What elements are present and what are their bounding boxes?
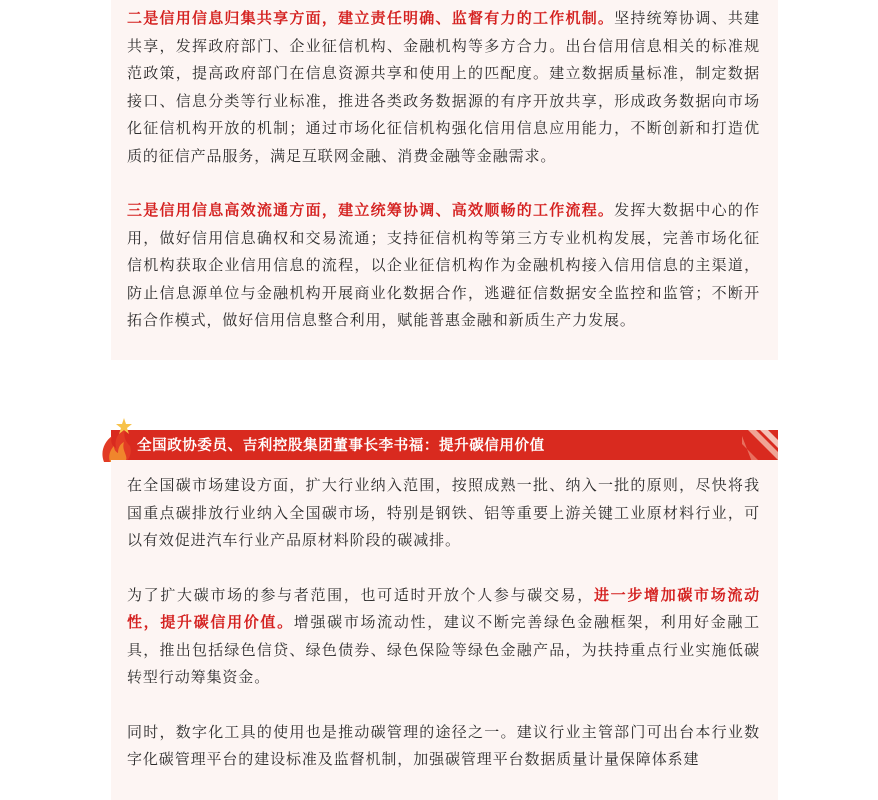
article-card-top <box>111 0 778 360</box>
banner-title: 全国政协委员、吉利控股集团董事长李书福：提升碳信用价值 <box>137 438 545 454</box>
article-card-bottom <box>111 460 778 800</box>
paragraph <box>127 582 760 692</box>
paragraph: 在全国碳市场建设方面，扩大行业纳入范围，按照成熟一批、纳入一批的原则，尽快将我国重点碳排放行业纳入全国碳市场，特别是钢铁、铝等重要上游关键工业原材料行业，可以有效促进汽车行业产品原材料阶段的碳减排。 <box>127 476 760 549</box>
paragraph <box>127 197 760 335</box>
highlight-text: 二是信用信息归集共享方面，建立责任明确、监督有力的工作机制。 <box>127 9 615 27</box>
body-text: 为了扩大碳市场的参与者范围，也可适时开放个人参与碳交易， <box>127 585 594 604</box>
corner-stripes-icon <box>742 430 778 462</box>
body-text: 发挥大数据中心的作用，做好信用信息确权和交易流通；支持征信机构等第三方专业机构发展，完善市场化征信机构获取企业信用信息的流程，以企业征信机构作为金融机构接入信用信息的主渠道，防止信息源单位与金融机构开展商业化数据合作，逃避征信数据安全监控和监管；不断开拓合作模式，做好信用信息整合利用，赋能普惠金融和新质生产力发展。 <box>127 201 760 329</box>
body-text: 增强碳市场流动性，建议不断完善绿色金融框架，利用好金融工具，推出包括绿色信贷、绿色债券、绿色保险等绿色金融产品，为扶持重点行业实施低碳转型行动筹集资金。 <box>127 613 760 686</box>
highlight-text: 三是信用信息高效流通方面，建立统筹协调、高效顺畅的工作流程。 <box>127 201 615 219</box>
highlight-text: 进一步增加碳市场流动性，提升碳信用价值。 <box>127 585 760 631</box>
paragraph: 同时，数字化工具的使用也是推动碳管理的途径之一。建议行业主管部门可出台本行业数字化碳管理平台的建设标准及监督机制，加强碳管理平台数据质量计量保障体系建 <box>127 722 760 768</box>
flame-star-icon <box>100 418 136 464</box>
section-banner <box>111 430 778 462</box>
body-text: 坚持统筹协调、共建共享，发挥政府部门、企业征信机构、金融机构等多方合力。出台信用信息相关的标准规范政策，提高政府部门在信息资源共享和使用上的匹配度。建立数据质量标准，制定数据接口、信息分类等行业标准，推进各类政务数据源的有序开放共享，形成政务数据向市场化征信机构开放的机制；通过市场化征信机构强化信用信息应用能力，不断创新和打造优质的征信产品服务，满足互联网金融、消费金融等金融需求。 <box>127 9 760 165</box>
paragraph <box>127 5 760 170</box>
